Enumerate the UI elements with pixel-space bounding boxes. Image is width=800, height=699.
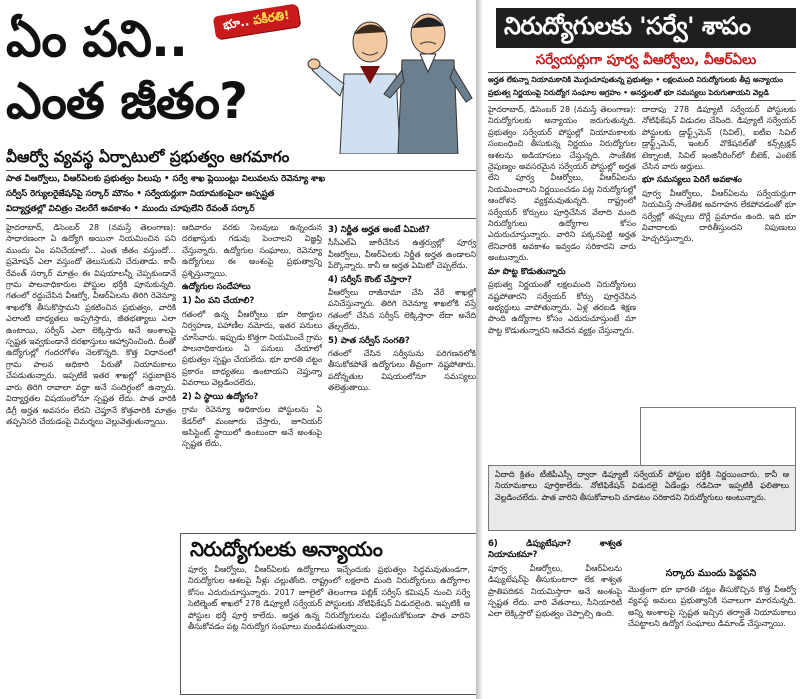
right-story-title: నిరుద్యోగులకు 'సర్వే' శాపం (496, 8, 796, 48)
right-column-3 (488, 536, 622, 696)
bullet-line-2: సర్వీస్ రెగ్యులరైజేషన్‌పై సర్కార్ మౌనం • సర్వేయర్లుగా నియామకంపైనా అస్పష్టత (6, 189, 275, 199)
left-column-3 (328, 222, 476, 528)
sidebar-box-title (190, 537, 470, 566)
question-4: 4) సర్వీస్ కౌంట్ చేస్తారా? (328, 274, 412, 285)
paragraph: గతంలో చేసిన సర్వీసును పరిగణనలోకి తీసుకోకపోతే ఉద్యోగులు తీవ్రంగా నష్టపోతారు. పదోన్నతుల విషయంలోనూ సమస్యలు తలెత్తుతాయి. (328, 349, 476, 393)
illustration-two-men-arguing (300, 4, 480, 154)
paragraph: దాదాపు 278 డిప్యూటీ సర్వేయర్ పోస్టులకు నోటిఫికేషన్ విడుదల చేసింది. డిప్యూటీ సర్వేయర్ పోస్టులకు డ్రాఫ్ట్స్‌మెన్ (సివిల్), ఐటీఐ సివిల్ డ్రాఫ్ట్స్‌మెన్, ఇంటర్ వొకేషనల్‌తో కన్స్‌ట్రక్షన్ టెక్నాలజీ, సివిల్ ఇంజినీరింగ్‌లో బీటెక్, ఎంటెక్ చేసిన వారు అర్హులు. (642, 105, 796, 172)
divider (6, 170, 476, 171)
right-column-4 (628, 584, 796, 696)
paragraph: మొత్తంగా భూ భారతి చట్టం తీసుకొచ్చిన కొత్త వీఆర్వో వ్యవస్థ అమలు ప్రభుత్వానికి సవాలుగా మారనున్నది. అన్ని అంశాలపై స్పష్టత ఇచ్చిన తర్వాతే నియామకాలు చేపట్టాలని ఉద్యోగ సంఘాలు డిమాండ్ చేస్తున్నాయి. (628, 585, 796, 629)
right-column-4-top (628, 536, 796, 566)
paragraph: హైదరాబాద్, డిసెంబర్ 28 (నమస్తే తెలంగాణ): నిరుద్యోగులకు అన్యాయం జరుగుతున్నది. ప్రభుత్వం సర్వేయర్ పోస్టుల్లో నియామకాలకు సంబంధించి తీసుకున్న నిర్ణయం నిరుద్యోగుల ఆశలను అడియాసలు చేస్తున్నది. సాంకేతిక నైపుణ్యం అవసరమైన సర్వేయర్ పోస్టుల్లో అర్హత లేని పూర్వ వీఆర్వోలు, వీఆర్ఏలను నియమించాలని నిర్ణయించడం పట్ల నిరుద్యోగుల్లో ఆందోళన వ్యక్తమవుతున్నది. రాష్ట్రంలో సర్వేయర్ కోర్సులు పూర్తిచేసిన వేలాది మంది నిరుద్యోగులు ఉద్యోగాల కోసం ఎదురుచూస్తున్నారు. వారిని పక్కనపెట్టి అర్హత లేనివారికి అవకాశం ఇవ్వడం సరికాదని వారు అంటున్నారు. (488, 105, 636, 263)
question-2: 2) ఏ స్థాయి ఉద్యోగం? (182, 391, 259, 402)
highlight-box (488, 465, 796, 531)
left-column-2 (182, 222, 322, 528)
sidebar-box-title-text: నిరుద్యోగులకు అన్యాయం (190, 537, 383, 561)
right-column-1 (488, 104, 636, 462)
question-3: 3) నిర్ణీత అర్హత అంటే ఏమిటి? (328, 225, 430, 235)
divider (6, 218, 476, 219)
divider (488, 72, 796, 73)
right-story-subtitle: సర్వేయర్లుగా పూర్వ వీఆర్వోలు, వీఆర్ఏలు (535, 52, 757, 68)
paragraph: వీఆర్వోలు రాజీనామా చేసి వేరే శాఖల్లో పనిచేస్తున్నారు. తిరిగి రెవెన్యూ శాఖలోకి వస్తే గతంలో చేసిన సర్వీస్ లెక్కిస్తారా లేదా అనేది తేల్చలేదు. (328, 288, 476, 332)
question-1: 1) ఏం పని చేయాలి? (182, 296, 255, 307)
subtitle: వీఆర్వో వ్యవస్థ ఏర్పాటులో ప్రభుత్వం ఆగమాగం (6, 148, 290, 166)
page-gutter (476, 0, 482, 699)
paragraph: గ్రామ రెవెన్యూ అధికారుల పోస్టులను ఏ కేడర్‌లో మంజూరు చేస్తారు, జూనియర్ అసిస్టెంట్ స్థాయిలో ఉంటుందా అనే అంశంపై స్పష్టత లేదు. (182, 405, 322, 449)
headline-line-1: ఏం పని.. (6, 10, 187, 68)
right-bullet-2: ప్రభుత్వ నిర్ణయంపై నిరుద్యోగ సంఘాల ఆగ్రహం • అనర్హులతో భూ సమస్యలు పెరుగుతాయని వెల్లడి (488, 88, 769, 97)
paragraph: ఆదివారం వరకు సెలవులు ఉన్నందున దరఖాస్తుకు గడువు పెంచాలని విజ్ఞప్తి చేస్తున్నారు. ఉద్యోగుల సంఘాలు, రెవెన్యూ ఉద్యోగులు ఈ అంశంపై ప్రభుత్వాన్ని ప్రశ్నిస్తున్నాయి. (182, 223, 322, 278)
right-column-2 (642, 104, 796, 404)
highlight-text: ఏదాది క్రితం టీజీపీఎస్సీ ద్వారా డిప్యూటీ సర్వేయర్ పోస్టుల భర్తీకి నిర్ణయించారు. కానీ ఆ నియామకాలు పూర్తికాలేదు. నోటిఫికేషన్ విడుదలై ఏడేండ్లు గడిచినా ఇప్పటికీ ఫలితాలు వెల్లడించలేదు. పాత వారిని తీసుకోవాలని చూడటం సరికాదని నిరుద్యోగులు అంటున్నారు. (495, 470, 789, 502)
left-column-1 (6, 222, 176, 537)
bottom-subhead: సర్కారు ముందు పెద్దపని (665, 568, 757, 579)
paragraph: పూర్వ వీఆర్వోలు, వీఆర్ఏలను డిప్యుటేషన్‌పై తీసుకుంటారా లేక శాశ్వత ప్రాతిపదికన నియమిస్తారా అనే అంశంపై స్పష్టత లేదు. వారి వేతనాలు, సీనియారిటీ ఎలా లెక్కిస్తారో ప్రభుత్వం చెప్పాల్సి ఉంది. (488, 563, 622, 619)
bullet-line-1: పాత వీఆర్వోలు, వీఆర్ఏలకు ప్రభుత్వం పిలుపు • సర్వే శాఖ ప్లెయింట్లు విలువలను రెవెన్యూ శాఖ (6, 174, 326, 184)
sidebar-box-body (188, 564, 470, 692)
subhead: మా పొట్ట కొడుతున్నారు (488, 266, 566, 277)
badge-part-1: భూ.. (222, 14, 251, 33)
paragraph: పూర్వ వీఆర్వోలు, వీఆర్ఏలను సర్వేయర్లుగా నియమిస్తే సాంకేతిక అవగాహన లేకపోవడంతో భూ సర్వేల్లో తప్పులు దొర్లే ప్రమాదం ఉంది. ఇది భూ వివాదాలకు దారితీస్తుందని నిపుణులు హెచ్చరిస్తున్నారు. (642, 188, 796, 244)
paragraph: గతంలో ఉన్న వీఆర్వోలు భూ రికార్డుల నిర్వహణ, పహాణీల నమోదు, ఇతర పనులు చూసేవారు. ఇప్పుడు కొత్తగా నియమించే గ్రామ పాలనాధికారులు ఏ పనులు చేయాలో ప్రభుత్వం స్పష్టం చేయలేదు. భూ భారతి చట్టం ప్రకారం బాధ్యతలు ఉంటాయని చెప్తున్నా వివరాలు వెల్లడించలేదు. (182, 309, 322, 388)
paragraph: ప్రభుత్వ నిర్ణయంతో లక్షలమంది నిరుద్యోగులు నష్టపోతారని సర్వేయర్ కోర్సు పూర్తిచేసిన అభ్యర్థులు వాపోతున్నారు. ఏళ్ల తరబడి శిక్షణ పొంది ఉద్యోగాల కోసం ఎదురుచూస్తుంటే మా పొట్ట కొడుతున్నారని ఆవేదన వ్యక్తం చేస్తున్నారు. (488, 280, 636, 335)
paragraph: సీసీఎల్ఏ జారీచేసిన ఉత్తర్వుల్లో పూర్వ వీఆర్వోలు, వీఆర్ఏలకు నిర్ణీత అర్హత ఉండాలని పేర్కొన్నారు. కానీ ఆ అర్హత ఏమిటో చెప్పలేదు. (328, 238, 476, 271)
question-6: 6) డిప్యుటేషనా? శాశ్వత నియామకమా? (488, 539, 622, 561)
paragraph: హైదరాబాద్, డిసెంబర్ 28 (నమస్తే తెలంగాణ): సాధారణంగా ఏ ఉద్యోగి అయినా నియమించిన పని ముందు ఏం పనిచేయాలో... ఎంత జీతం వస్తుందో... ప్రమోషన్ ఎలా వస్తుందో తెలుసుకుని చేరుతాడు. కానీ రేవంత్ సర్కార్ మాత్రం ఈ విషయాలన్నీ చెప్పకుండానే గ్రామ పాలనాధికారుల పోస్టుల భర్తీకి పూనుకున్నది. గతంలో రద్దుచేసిన వీఆర్వో, వీఆర్ఏలను తిరిగి రెవెన్యూ శాఖలోకి తీసుకొస్తామని ప్రకటించిన ప్రభుత్వం, వారికి ఎలాంటి బాధ్యతలు అప్పగిస్తారు, జీతభత్యాలు ఎలా ఉంటాయి, సర్వీస్ ఎలా లెక్కిస్తారు అనే అంశాలపై స్పష్టత ఇవ్వకుండానే దరఖాస్తులు ఆహ్వానించింది. దీంతో ఉద్యోగుల్లో గందరగోళం నెలకొన్నది. కొత్త విధానంలో గ్రామ పాలన అధికారి పేరుతో నియామకాలు చేపడుతున్నారు. ఇప్పటికే ఇతర శాఖల్లో సర్దుబాటైన వారు తిరిగి రావాలా వద్దా అనే సందిగ్ధంలో ఉన్నారు. విద్యార్హతల విషయంలోనూ స్పష్టత లేదు. పాత వారికి డిగ్రీ అర్హత అవసరం లేదని చెప్తూనే కొత్తవారికి మాత్రం తప్పనిసరి చేయడంపై విమర్శలు వెల్లువెత్తుతున్నాయి. (6, 223, 176, 426)
subhead: ఉద్యోగుల సందేహాలు (182, 282, 251, 293)
man-left (308, 22, 400, 154)
headline-line-2: ఎంత జీతం? (6, 72, 248, 130)
divider (488, 100, 796, 101)
subhead: భూ సమస్యలు పెరిగే అవకాశం (642, 175, 742, 186)
bullet-line-3: విద్యార్హతల్లో విచిత్రం చెలరేగే అవకాశం • ముందు చూపులేని రేవంత్ సర్కార్ (6, 204, 255, 214)
right-bullet-1: అర్హత లేకున్నా నియామకానికి మొగ్గుచూపుతున్న ప్రభుత్వం • లక్షలమంది నిరుద్యోగులకు తీవ్ర అన్యాయం (488, 75, 784, 84)
paragraph: పూర్వ వీఆర్వోలు, వీఆర్ఏలకు ఉద్యోగాలు ఇచ్చేందుకు ప్రభుత్వం సిద్ధమవుతుండగా, నిరుద్యోగుల ఆశలపై నీళ్లు చల్లుతోంది. రాష్ట్రంలో లక్షలాది మంది నిరుద్యోగులు ఉద్యోగాల కోసం ఎదురుచూస్తున్నారు. 2017 జూలైలో తెలంగాణ పబ్లిక్ సర్వీస్ కమిషన్ నుంచి సర్వే సెటిల్మెంట్ శాఖలో 278 డిప్యూటీ సర్వేయర్ పోస్టులకు నోటిఫికేషన్ విడుదలైంది. ఇప్పటికీ ఆ పోస్టుల భర్తీ పూర్తి కాలేదు. అర్హత ఉన్న నిరుద్యోగులను పట్టించుకోకుండా పాత వారిని తీసుకోవడం పట్ల నిరుద్యోగ సంఘాలు మండిపడుతున్నాయి. (188, 565, 470, 632)
badge-part-2: పకీరతి! (252, 7, 291, 28)
question-5: 5) పాత సర్వీస్ సంగతి? (328, 335, 410, 346)
